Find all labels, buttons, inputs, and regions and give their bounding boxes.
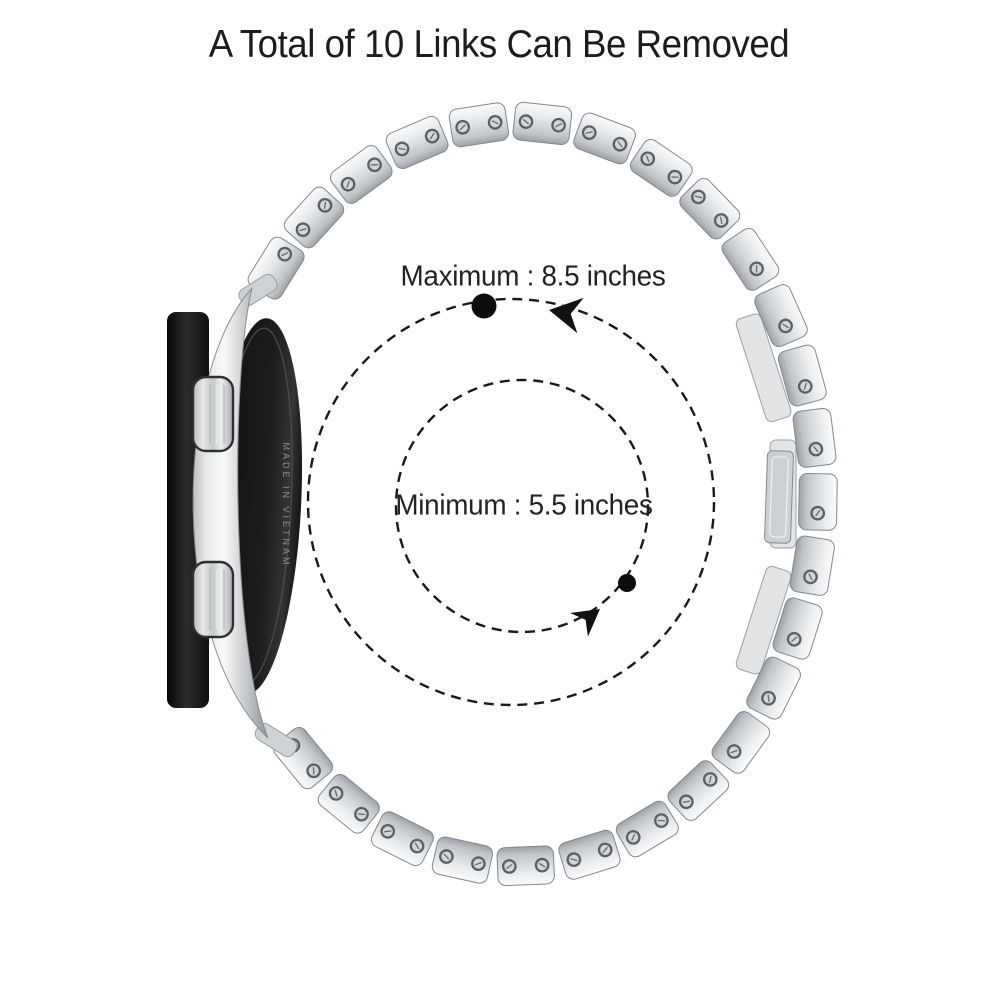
title-text: A Total of 10 Links Can Be Removed [208,23,790,66]
band-link [677,175,744,242]
band-link [627,136,695,199]
watch-button-top [193,377,233,451]
band-link [613,798,681,860]
band-link [665,757,732,823]
clasp-buckle [764,451,793,544]
minimum-dot [618,574,636,592]
maximum-label: Maximum : 8.5 inches [400,260,666,293]
band-link [572,111,638,166]
band-link [557,828,622,881]
band-link [281,184,347,251]
band-link [709,708,773,776]
minimum-label: Minimum : 5.5 inches [395,489,653,522]
watch-side-view [167,272,311,760]
band-link [384,114,451,171]
band-link [315,771,383,836]
band-link [448,102,509,148]
band-link [512,101,572,145]
band-link [431,835,494,884]
band-link [792,408,837,469]
band-link [798,473,837,530]
band-link [327,142,395,206]
maximum-arrow-icon [546,292,584,333]
engraving-text: MADE IN VIETNAM [281,442,291,568]
band-link [789,535,835,597]
band-link [497,846,555,886]
watch-button-bottom [193,562,233,637]
band-link [369,809,436,868]
maximum-dot [472,294,497,319]
band-link [719,225,782,293]
